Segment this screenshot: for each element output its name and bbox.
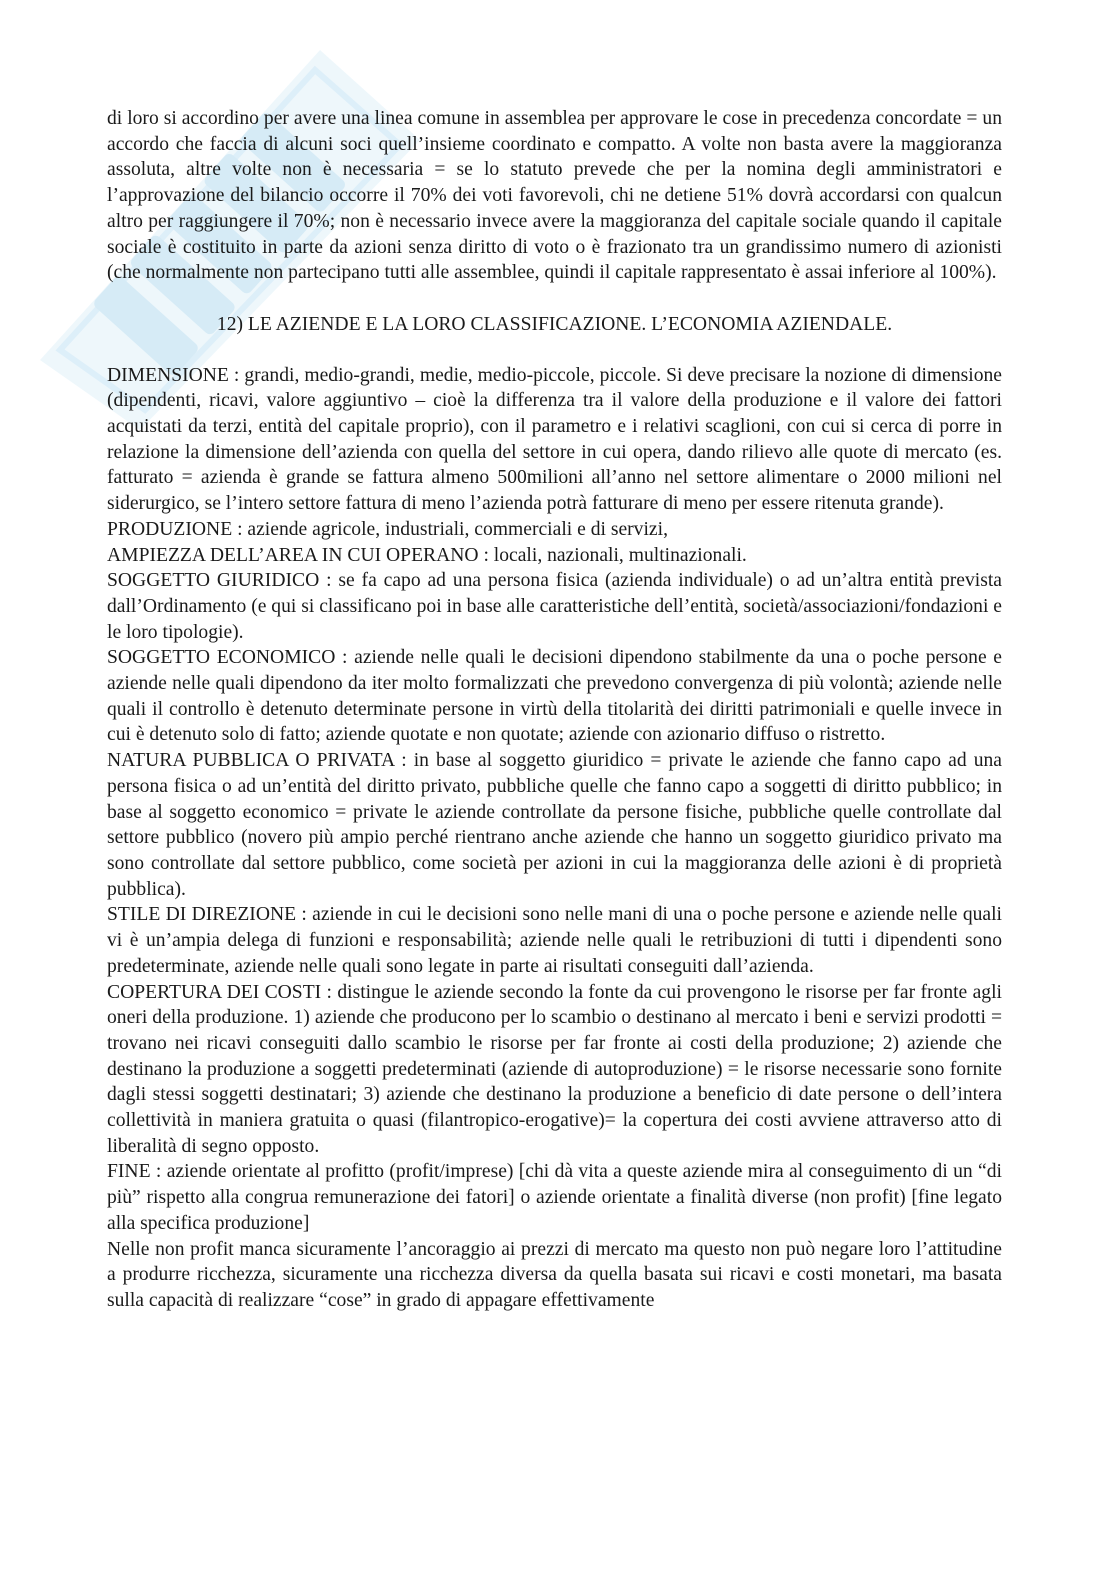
section-heading: 12) LE AZIENDE E LA LORO CLASSIFICAZIONE. L’ECONOMIA AZIENDALE.: [216, 313, 893, 335]
paragraph-fine: FINE : aziende orientate al profitto (profit/imprese) [chi dà vita a queste aziende mira al conseguimento di un “di più” rispetto alla congrua remunerazione dei fatori] o aziende orientate a finalità diverse (non profit) [fine legato alla specifica produzione]: [107, 1161, 1002, 1234]
paragraph-non-profit: Nelle non profit manca sicuramente l’ancoraggio ai prezzi di mercato ma questo non può negare loro l’attitudine a produrre ricchezza, sicuramente una ricchezza diversa da quella basata sui ricavi e costi monetari, ma basata sulla capacità di realizzare “cose” in grado di appagare effettivamente: [107, 1238, 1002, 1311]
document-page: [107, 106, 1002, 1314]
intro-paragraph: di loro si accordino per avere una linea comune in assemblea per approvare le cose in precedenza concordate = un accordo che faccia di alcuni soci quell’insieme coordinato e compatto. A volte non basta avere la maggioranza assoluta, altre volte non è necessaria = se lo statuto prevede che per la nomina degli amministratori e l’approvazione del bilancio occorre il 70% dei voti favorevoli, chi ne detiene 51% dovrà accordarsi con qualcun altro per raggiungere il 70%; non è necessario invece avere la maggioranza del capitale sociale quando il capitale sociale è costituito in parte da azioni senza diritto di voto o è frazionato tra un grandissimo numero di azionisti (che normalmente non partecipano tutti alle assemblee, quindi il capitale rappresentato è assai inferiore al 100%).: [107, 108, 1002, 284]
paragraph-produzione: PRODUZIONE : aziende agricole, industriali, commerciali e di servizi,: [107, 518, 668, 540]
paragraph-soggetto-giuridico: SOGGETTO GIURIDICO : se fa capo ad una persona fisica (azienda individuale) o ad un’altra entità prevista dall’Ordinamento (e qui si classificano poi in base alle caratteristiche dell’entità, società/associazioni/fondazioni e le loro tipologie).: [107, 570, 1002, 643]
paragraph-natura: NATURA PUBBLICA O PRIVATA : in base al soggetto giuridico = private le aziende che fanno capo ad una persona fisica o ad un’entità del diritto privato, pubbliche quelle che fanno capo a soggetti di diritto pubblico; in base al soggetto economico = private le aziende controllate da persone fisiche, pubbliche quelle controllate dal settore pubblico (novero più ampio perché rientrano anche aziende che hanno un soggetto giuridico privato ma sono controllate dal settore pubblico, come società per azioni in cui la maggioranza delle azioni è di proprietà pubblica).: [107, 750, 1002, 900]
paragraph-ampiezza: AMPIEZZA DELL’AREA IN CUI OPERANO : locali, nazionali, multinazionali.: [107, 544, 747, 566]
paragraph-stile-direzione: STILE DI DIREZIONE : aziende in cui le decisioni sono nelle mani di una o poche persone e aziende nelle quali vi è un’ampia delega di funzioni e responsabilità; aziende nelle quali le retribuzioni di tutti i dipendenti sono predeterminate, aziende nelle quali sono legate in parte ai risultati conseguiti dall’azienda.: [107, 904, 1002, 977]
paragraph-dimensione: DIMENSIONE : grandi, medio-grandi, medie, medio-piccole, piccole. Si deve precisare la nozione di dimensione (dipendenti, ricavi, valore aggiuntivo – cioè la differenza tra il valore della produzione e il valore dei fattori acquistati da terzi, entità del capitale proprio), con il parametro e i relativi scaglioni, con cui si cerca di porre in relazione la dimensione dell’azienda con quella del settore in cui opera, dando rilievo alle quote di mercato (es. fatturato = azienda è grande se fattura almeno 500milioni all’anno nel settore alimentare o 2000 milioni nel siderurgico, se l’intero settore fattura di meno l’azienda potrà fatturare di meno per essere ritenuta grande).: [107, 364, 1002, 515]
paragraph-soggetto-economico: SOGGETTO ECONOMICO : aziende nelle quali le decisioni dipendono stabilmente da una o poche persone e aziende nelle quali dipendono da iter molto formalizzati che prevedono convergenza di più volontà; aziende nelle quali il controllo è detenuto determinate persone in virtù della titolarità dei diritti patrimoniali e quelle invece in cui è detenuto solo di fatto; aziende quotate e non quotate; aziende con azionario diffuso o ristretto.: [107, 647, 1002, 746]
paragraph-copertura-costi: COPERTURA DEI COSTI : distingue le aziende secondo la fonte da cui provengono le risorse per far fronte agli oneri della produzione. 1) aziende che producono per lo scambio o destinano al mercato i beni e servizi prodotti = trovano nei ricavi conseguiti dallo scambio le risorse per far fronte ai costi della produzione; 2) aziende che destinano la produzione a soggetti predeterminati (aziende di autoproduzione) = le risorse necessarie sono fornite dagli stessi soggetti destinatari; 3) aziende che destinano la produzione a beneficio di date persone o dell’intera collettività in maniera gratuita o quasi (filantropico-erogative)= la copertura dei costi avviene attraverso atto di liberalità di segno opposto.: [107, 981, 1002, 1157]
